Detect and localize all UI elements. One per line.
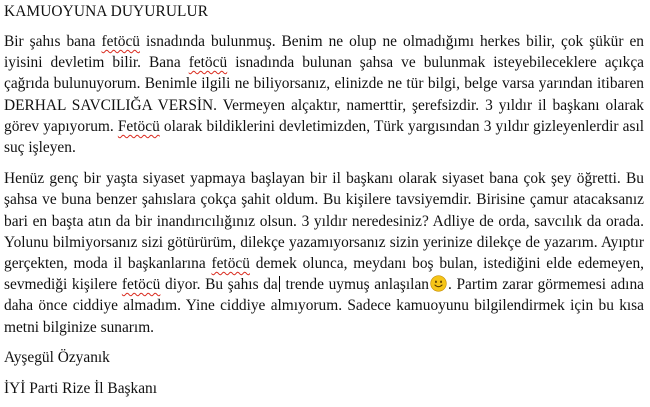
paragraph-2: [4, 168, 644, 338]
paragraph-2-text: demek olunca, meydanı boş bulan, istediğini elde edemeyen, sevmediği kişilere: [4, 255, 644, 294]
paragraph-2-text: trende uymuş anlaşılan: [280, 276, 429, 294]
misspelled-word: Fetöcü: [117, 117, 160, 135]
paragraph-1-text: isnadında bulunmuş. Benim ne olup ne olmadığımı herkes bilir, çok şükür en iyisini devletim bilir. Bana: [4, 33, 644, 72]
paragraph-2-text: diyor. Bu şahıs da: [160, 276, 278, 294]
signature-name: Ayşegül Özyanık: [4, 348, 110, 366]
smiling-face-icon: [430, 275, 447, 292]
paragraph-2-text: . Partim zarar görmemesi adına daha önce ciddiye almadım. Yine ciddiye almıyorum. Sadece kamuoyunu bilgilendirmek için bu kısa metni bilginize sunarım.: [4, 276, 644, 336]
paragraph-1-text: olarak bildiklerini devletimizden, Türk yargısından 3 yıldır gizleyenlerdir asıl suç işleyen.: [4, 117, 645, 157]
paragraph-1: [4, 31, 644, 158]
misspelled-word: fetöcü: [101, 33, 140, 50]
document-page: [4, 0, 644, 399]
paragraph-1-text: Bir şahıs bana: [4, 33, 102, 50]
text-cursor[interactable]: [279, 276, 280, 292]
paragraph-1-text: isnadında bulunan şahsa ve bulunmak isteyebileceklere açıkça çağrıda bulunuyorum. Benimle ilgili ne biliyorsanız, elinizde ne tür bilgi, belge varsa yarından itibaren DERHAL SAVCILIĞA VERSİN. Vermeyen alçaktır, namerttir, şerefsizdir. 3 yıldır il başkanı olarak görev yapıyorum.: [4, 54, 644, 135]
misspelled-word: fetöcü: [121, 276, 161, 294]
paragraph-2-text: Henüz genç bir yaşta siyaset yapmaya başlayan bir il başkanı olarak siyaset bana çok şey öğretti. Bu şahsa ve buna benzer şahıslara çokça şahit oldum. Bu kişilere tavsiyemdir. Birisine çamur atacaksanız bari en başta atın da bir inandırıcılığınız olsun. 3 yıldır neredesiniz? Adliye de orda, savcılık da orada. Yolunu bilmiyorsanız sizi götürürüm, dilekçe yazamıyorsanız sizin yerinize dilekçe de yazarım. Ayıptır gerçekten, moda il başkanlarına: [4, 170, 644, 273]
signature-title: İYİ Parti Rize İl Başkanı: [4, 379, 158, 397]
misspelled-word: fetöcü: [211, 255, 250, 273]
misspelled-word: fetöcü: [188, 54, 228, 72]
document-heading: KAMUOYUNA DUYURULUR: [4, 3, 209, 20]
